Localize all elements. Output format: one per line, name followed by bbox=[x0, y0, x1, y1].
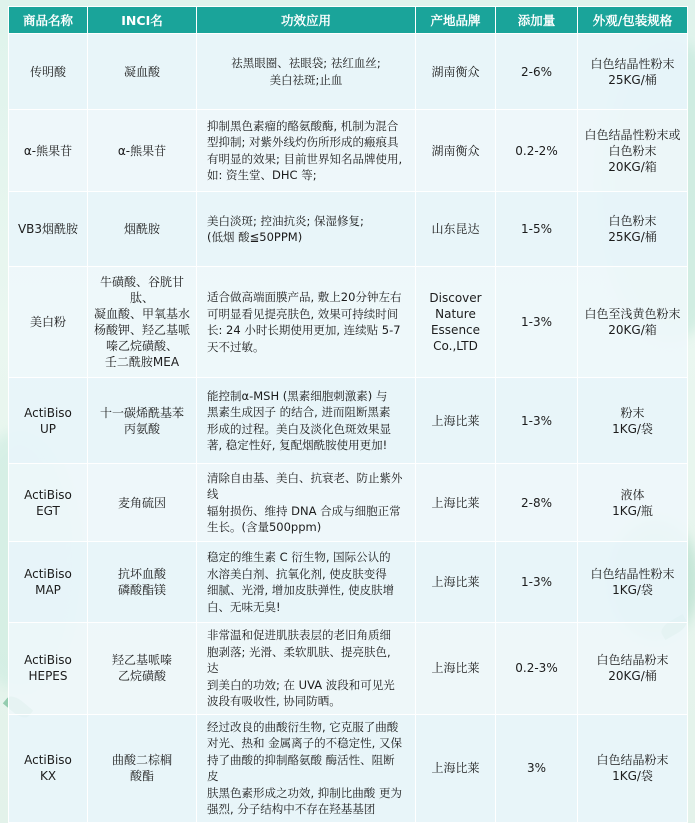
inci-name-line: 牛磺酸、谷胱甘肽、 bbox=[99, 275, 184, 305]
appearance-package-line: 白色结晶粉末 bbox=[596, 653, 669, 668]
header-dosage: 添加量 bbox=[496, 7, 578, 34]
product-name-line: 美白粉 bbox=[29, 315, 66, 329]
product-name-cell bbox=[9, 542, 88, 623]
effect-line: 经过改良的曲酸衍生物, 它克服了曲酸 bbox=[207, 719, 399, 734]
origin-brand-cell bbox=[416, 542, 496, 623]
appearance-package-line: 液体 bbox=[620, 487, 645, 502]
inci-name-line: 曲酸二棕榈 bbox=[111, 753, 172, 767]
dosage-cell: 0.2-2% bbox=[496, 110, 578, 192]
origin-brand-cell bbox=[416, 34, 496, 110]
header-appearance-package: 外观/包装规格 bbox=[578, 7, 688, 34]
appearance-package-line: 白色结晶粉末 bbox=[596, 753, 669, 767]
product-name-cell bbox=[9, 110, 88, 192]
appearance-package-line: 20KG/箱 bbox=[608, 323, 657, 337]
effect-line: 型抑制; 对紫外线灼伤所形成的瘢痕具 bbox=[207, 135, 399, 149]
appearance-package-cell bbox=[578, 714, 688, 822]
appearance-package-line: 25KG/桶 bbox=[608, 230, 657, 244]
effect-line: 天不过敏。 bbox=[207, 339, 265, 354]
inci-name-cell bbox=[88, 464, 197, 542]
product-name-cell bbox=[9, 714, 88, 822]
dosage-cell: 1-3% bbox=[496, 267, 578, 378]
inci-name-cell bbox=[88, 34, 197, 110]
effect-line: 持了曲酸的抑制酪氨酸 酶活性、阻断皮 bbox=[207, 752, 395, 783]
product-name-cell bbox=[9, 623, 88, 715]
effect-line: 美白淡斑; 控油抗炎; 保湿修复; bbox=[207, 213, 364, 228]
effect-line: 祛黑眼圈、祛眼袋; 祛红血丝; bbox=[231, 56, 381, 70]
inci-name-cell bbox=[88, 542, 197, 623]
appearance-package-cell bbox=[578, 464, 688, 542]
effect-line: 适合做高端面膜产品, 敷上20分钟左右 bbox=[207, 290, 402, 304]
effect-line: 细腻、光滑, 增加皮肤弹性, 使皮肤增 bbox=[207, 583, 395, 597]
effect-line: 对光、热和 金属离子的不稳定性, 又保 bbox=[207, 736, 402, 750]
dosage-cell: 1-3% bbox=[496, 542, 578, 623]
table-row bbox=[9, 378, 688, 464]
effect-line: 非常温和促进肌肤表层的老旧角质细 bbox=[207, 628, 391, 642]
product-name-cell bbox=[9, 267, 88, 378]
product-name-line: ActiBiso bbox=[24, 567, 72, 581]
effect-line: 稳定的维生素 C 衍生物, 国际公认的 bbox=[207, 550, 391, 564]
effect-line: 肤黑色素形成之功效, 抑制比曲酸 更为 bbox=[207, 785, 402, 800]
effect-line: 清除自由基、美白、抗衰老、防止紫外线 bbox=[207, 470, 403, 501]
product-table bbox=[8, 6, 688, 823]
inci-name-cell bbox=[88, 267, 197, 378]
effect-line: 生长。(含量500ppm) bbox=[207, 520, 322, 534]
inci-name-line: 羟乙基哌嗪 bbox=[111, 653, 172, 668]
appearance-package-line: 白色粉末 bbox=[608, 214, 657, 228]
appearance-package-line: 白色结晶性粉末 bbox=[590, 567, 675, 581]
origin-brand-line: 湖南衡众 bbox=[431, 143, 480, 158]
effect-cell bbox=[197, 542, 416, 623]
appearance-package-line: 粉末 bbox=[620, 405, 645, 420]
product-name-line: HEPES bbox=[28, 669, 68, 684]
appearance-package-line: 20KG/桶 bbox=[608, 669, 657, 684]
origin-brand-cell bbox=[416, 110, 496, 192]
origin-brand-line: 上海比莱 bbox=[431, 413, 480, 428]
product-table-container bbox=[8, 6, 687, 817]
appearance-package-line: 1KG/瓶 bbox=[612, 503, 653, 518]
origin-brand-line: 上海比莱 bbox=[431, 495, 480, 510]
appearance-package-line: 25KG/桶 bbox=[608, 72, 657, 87]
effect-line: 抑制黑色素瘤的酪氨酸酶, 机制为混合 bbox=[207, 118, 399, 133]
product-name-cell bbox=[9, 34, 88, 110]
origin-brand-line: Co.,LTD bbox=[433, 339, 478, 353]
appearance-package-cell bbox=[578, 34, 688, 110]
product-name-line: KX bbox=[39, 769, 57, 783]
dosage-cell: 3% bbox=[496, 714, 578, 822]
effect-cell bbox=[197, 378, 416, 464]
effect-line: 长: 24 小时长期使用更加, 连续贴 5-7 bbox=[207, 323, 401, 337]
product-name-line: ActiBiso bbox=[24, 487, 72, 502]
inci-name-line: 烟酰胺 bbox=[123, 222, 160, 236]
product-name-line: ActiBiso bbox=[24, 405, 72, 420]
appearance-package-cell bbox=[578, 542, 688, 623]
inci-name-line: 磷酸酯镁 bbox=[117, 583, 166, 597]
appearance-package-cell bbox=[578, 267, 688, 378]
table-row bbox=[9, 192, 688, 267]
table-row bbox=[9, 34, 688, 110]
header-product-name: 商品名称 bbox=[9, 7, 88, 34]
inci-name-line: 丙氨酸 bbox=[123, 421, 160, 436]
origin-brand-line: 上海比莱 bbox=[431, 661, 480, 676]
inci-name-line: 抗坏血酸 bbox=[117, 567, 166, 581]
appearance-package-line: 白色至浅黄色粉末 bbox=[584, 307, 681, 321]
origin-brand-cell bbox=[416, 464, 496, 542]
appearance-package-line: 20KG/箱 bbox=[608, 159, 657, 174]
table-row bbox=[9, 623, 688, 715]
appearance-package-line: 白色结晶性粉末 bbox=[590, 56, 675, 71]
dosage-cell: 1-5% bbox=[496, 192, 578, 267]
effect-line: 可明显看见提亮肤色, 效果可持续时间 bbox=[207, 306, 399, 321]
effect-cell bbox=[197, 714, 416, 822]
origin-brand-line: 上海比莱 bbox=[431, 575, 480, 589]
origin-brand-line: 湖南衡众 bbox=[431, 64, 480, 79]
inci-name-line: 凝血酸、甲氧基水 bbox=[93, 307, 190, 321]
effect-line: 黑素生成因子 的结合, 进而阻断黑素 bbox=[207, 405, 391, 419]
effect-line: 波段有吸收性, 协同防晒。 bbox=[207, 694, 341, 708]
appearance-package-cell bbox=[578, 623, 688, 715]
effect-cell bbox=[197, 110, 416, 192]
origin-brand-line: Nature bbox=[435, 307, 476, 321]
effect-line: 美白祛斑;止血 bbox=[269, 72, 343, 87]
effect-line: 有明显的效果; 目前世界知名品牌使用, bbox=[207, 151, 403, 166]
product-name-line: ActiBiso bbox=[24, 653, 72, 668]
effect-line: 形成的过程。美白及淡化色斑效果显 bbox=[207, 421, 391, 436]
dosage-cell: 2-6% bbox=[496, 34, 578, 110]
appearance-package-cell bbox=[578, 110, 688, 192]
inci-name-line: 凝血酸 bbox=[123, 64, 160, 79]
header-effect: 功效应用 bbox=[197, 7, 416, 34]
table-row bbox=[9, 542, 688, 623]
inci-name-line: 酸酯 bbox=[129, 769, 154, 783]
inci-name-cell bbox=[88, 623, 197, 715]
origin-brand-cell bbox=[416, 714, 496, 822]
effect-cell bbox=[197, 267, 416, 378]
header-origin-brand: 产地品牌 bbox=[416, 7, 496, 34]
effect-cell bbox=[197, 192, 416, 267]
inci-name-line: 壬二酰胺MEA bbox=[104, 355, 180, 369]
product-name-line: EGT bbox=[36, 503, 60, 518]
dosage-cell: 2-8% bbox=[496, 464, 578, 542]
product-name-line: α-熊果苷 bbox=[23, 143, 73, 158]
appearance-package-line: 白色粉末 bbox=[608, 143, 657, 158]
effect-cell bbox=[197, 34, 416, 110]
effect-line: (低烟 酸≦50PPM) bbox=[207, 230, 303, 244]
product-name-line: UP bbox=[39, 421, 57, 436]
effect-line: 著, 稳定性好, 复配烟酰胺使用更加! bbox=[207, 438, 388, 452]
origin-brand-line: 山东昆达 bbox=[431, 222, 480, 236]
appearance-package-cell bbox=[578, 192, 688, 267]
appearance-package-line: 1KG/袋 bbox=[612, 769, 653, 783]
header-inci-name: INCI名 bbox=[88, 7, 197, 34]
product-name-cell bbox=[9, 378, 88, 464]
effect-line: 如: 资生堂、DHC 等; bbox=[207, 168, 317, 182]
product-name-line: MAP bbox=[35, 583, 61, 597]
inci-name-line: 嗪乙烷磺酸、 bbox=[105, 339, 178, 353]
appearance-package-line: 1KG/袋 bbox=[612, 583, 653, 597]
effect-line: 强烈, 分子结构中不存在羟基基团 bbox=[207, 802, 376, 816]
inci-name-cell bbox=[88, 714, 197, 822]
inci-name-line: 杨酸钾、羟乙基哌 bbox=[93, 323, 190, 337]
effect-line: 能控制α-MSH (黑素细胞刺激素) 与 bbox=[207, 388, 388, 403]
appearance-package-line: 1KG/袋 bbox=[612, 421, 653, 436]
dosage-cell: 1-3% bbox=[496, 378, 578, 464]
effect-cell bbox=[197, 464, 416, 542]
inci-name-cell bbox=[88, 378, 197, 464]
inci-name-line: 麦角硫因 bbox=[117, 495, 166, 510]
appearance-package-cell bbox=[578, 378, 688, 464]
effect-line: 胞剥落; 光滑、柔软肌肤、提亮肤色, 达 bbox=[207, 644, 391, 675]
dosage-cell: 0.2-3% bbox=[496, 623, 578, 715]
effect-line: 辐射损伤、维持 DNA 合成与细胞正常 bbox=[207, 503, 401, 518]
origin-brand-cell bbox=[416, 378, 496, 464]
inci-name-cell bbox=[88, 192, 197, 267]
effect-line: 到美白的功效; 在 UVA 波段和可见光 bbox=[207, 677, 395, 692]
inci-name-line: 乙烷磺酸 bbox=[117, 669, 166, 684]
origin-brand-line: Discover bbox=[429, 291, 482, 305]
effect-line: 水溶美白剂、抗氧化剂, 使皮肤变得 bbox=[207, 566, 387, 581]
origin-brand-cell bbox=[416, 623, 496, 715]
product-name-cell bbox=[9, 192, 88, 267]
appearance-package-line: 白色结晶性粉末或 bbox=[584, 127, 681, 142]
table-row bbox=[9, 464, 688, 542]
effect-cell bbox=[197, 623, 416, 715]
origin-brand-cell bbox=[416, 267, 496, 378]
inci-name-cell bbox=[88, 110, 197, 192]
inci-name-line: 十一碳烯酰基苯 bbox=[99, 405, 184, 420]
product-name-line: 传明酸 bbox=[29, 64, 66, 79]
table-row bbox=[9, 267, 688, 378]
inci-name-line: α-熊果苷 bbox=[117, 143, 167, 158]
table-row bbox=[9, 714, 688, 822]
product-name-cell bbox=[9, 464, 88, 542]
origin-brand-cell bbox=[416, 192, 496, 267]
product-name-line: VB3烟酰胺 bbox=[17, 222, 79, 236]
table-row bbox=[9, 110, 688, 192]
effect-line: 白、无味无臭! bbox=[207, 599, 281, 614]
product-name-line: ActiBiso bbox=[24, 753, 72, 767]
origin-brand-line: 上海比莱 bbox=[431, 761, 480, 775]
table-header-row bbox=[9, 7, 688, 34]
origin-brand-line: Essence bbox=[430, 323, 481, 337]
